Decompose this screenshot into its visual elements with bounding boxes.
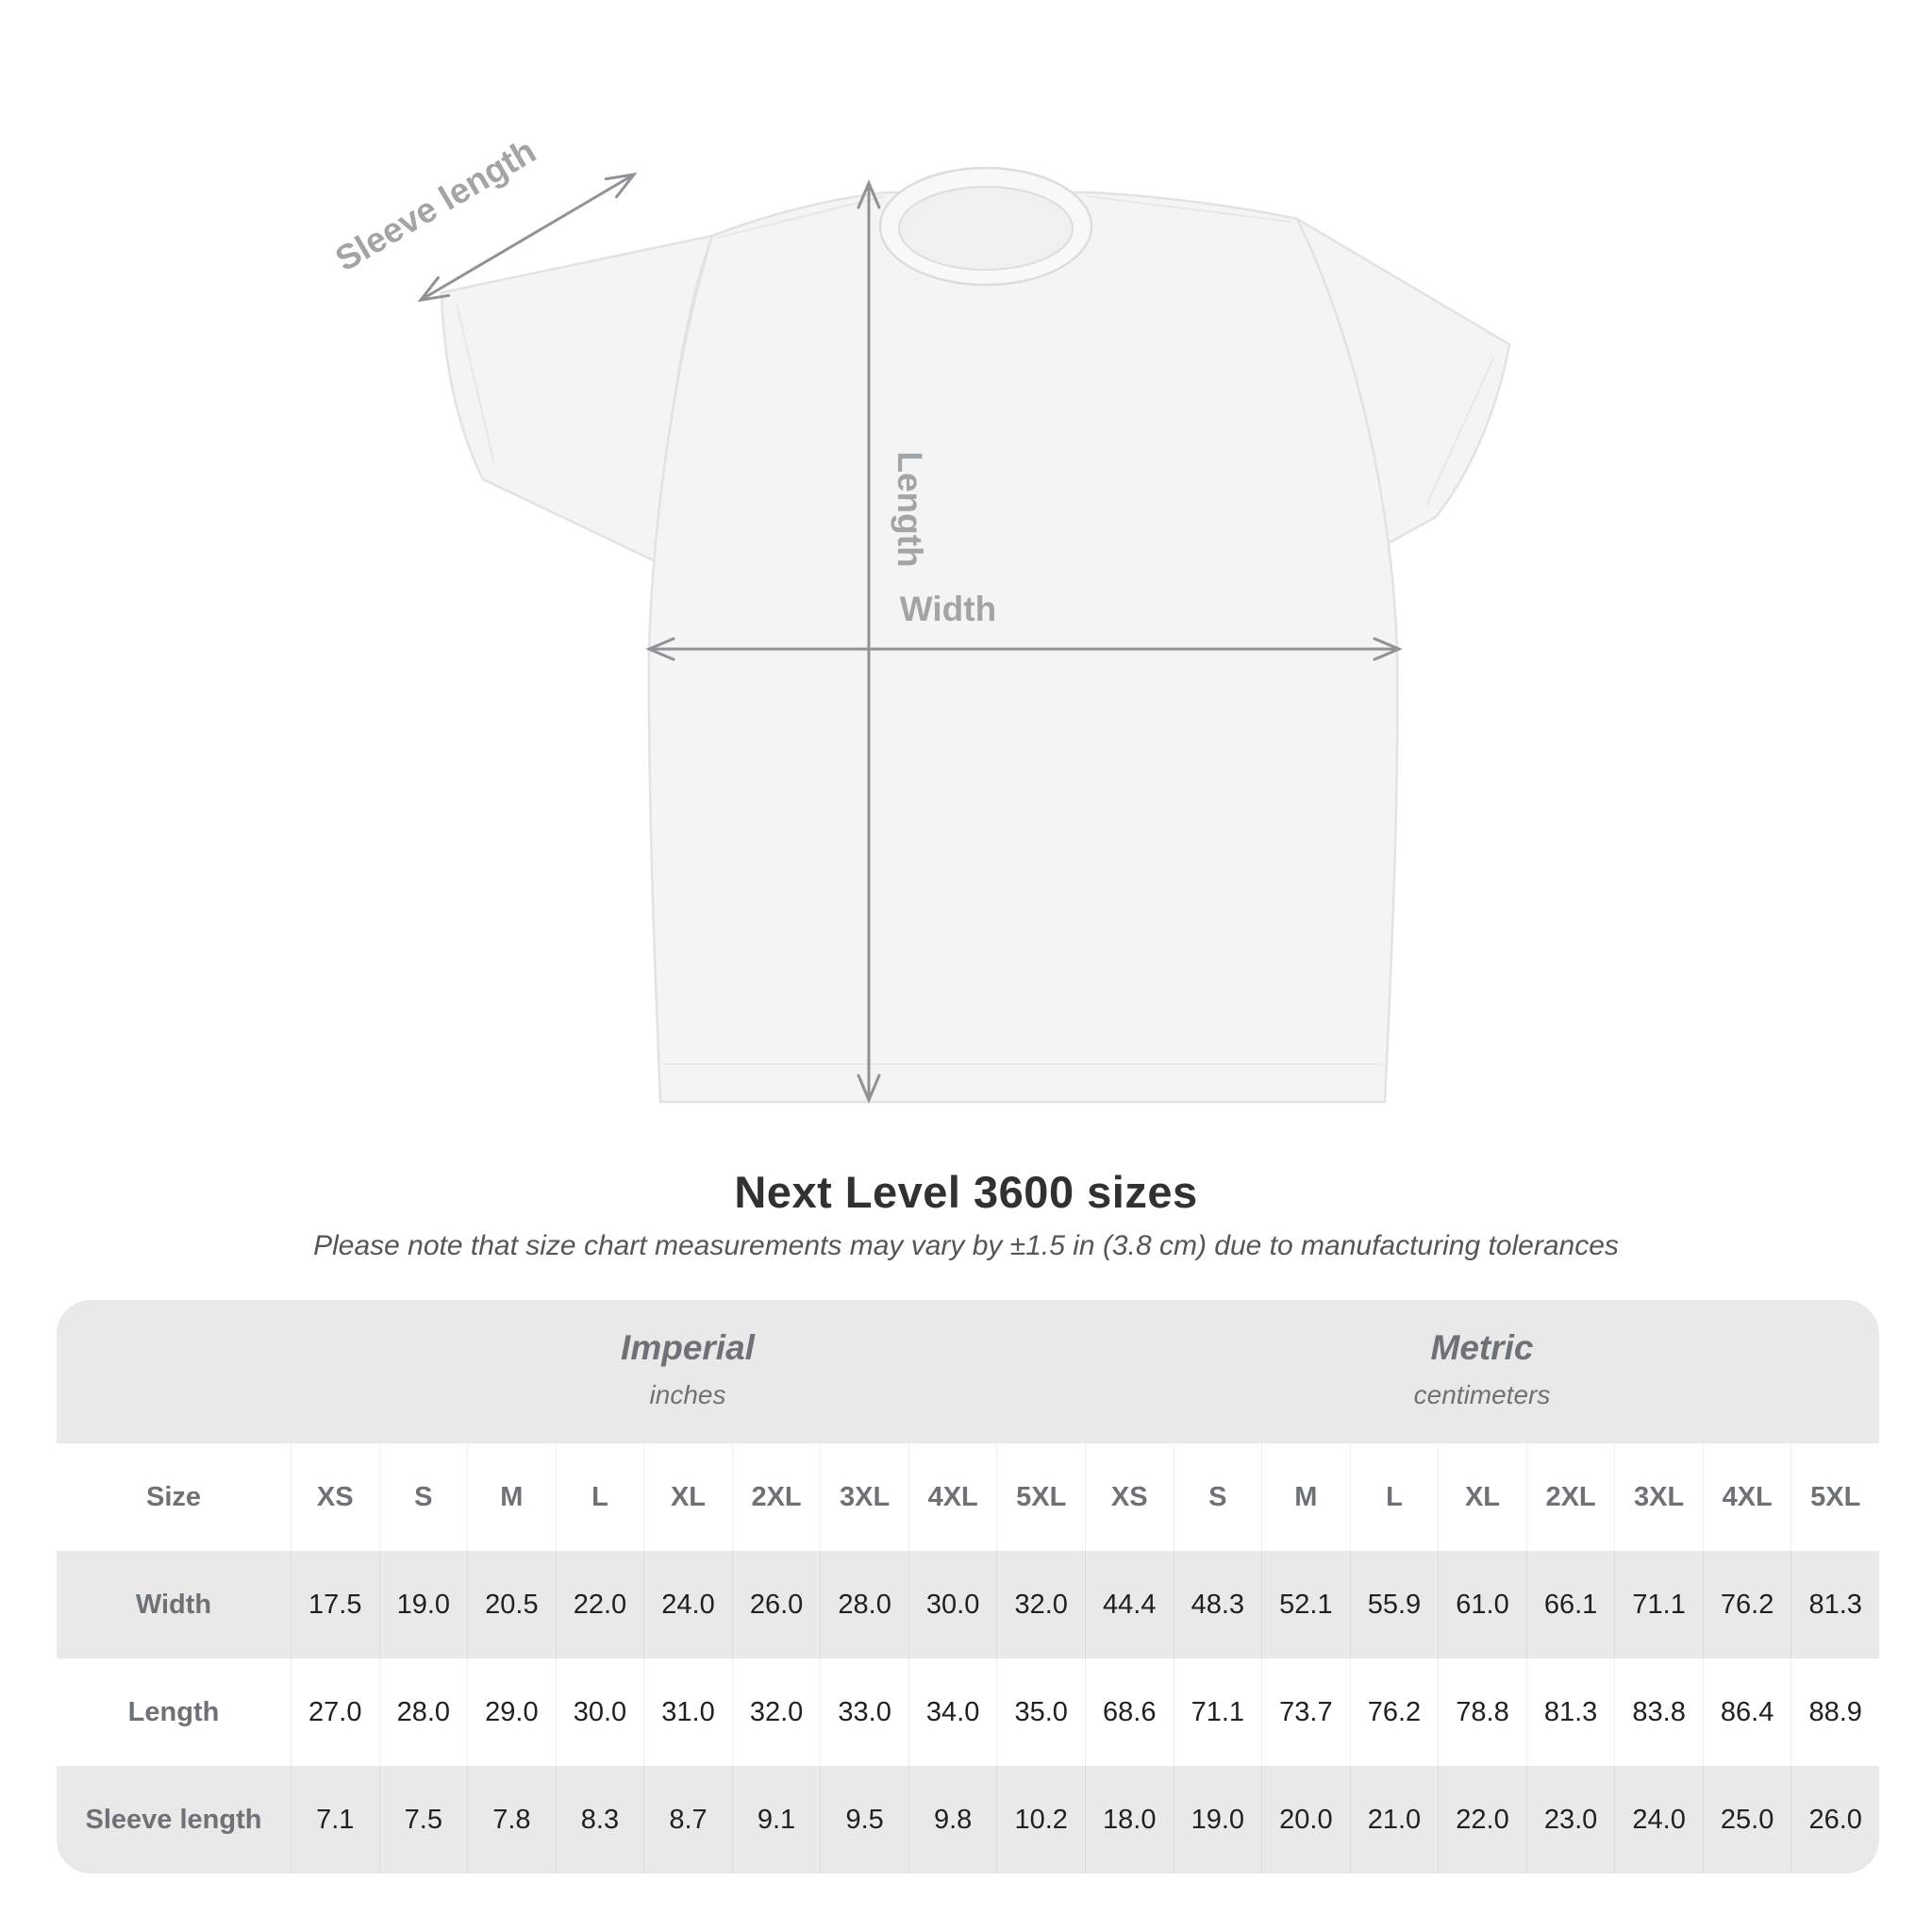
- measurement-cell: 20.5: [467, 1551, 556, 1658]
- measurement-cell: 81.3: [1790, 1551, 1879, 1658]
- sleeve-length-row: [57, 1766, 1879, 1874]
- width-label: Width: [899, 590, 997, 628]
- measurement-cell: 83.8: [1614, 1658, 1703, 1766]
- measurement-cell: 52.1: [1261, 1551, 1350, 1658]
- measurement-cell: 23.0: [1526, 1766, 1615, 1874]
- measurement-cell: 18.0: [1085, 1766, 1174, 1874]
- size-table: [57, 1300, 1879, 1874]
- size-col-header: XL: [1438, 1443, 1526, 1551]
- measurement-cell: 30.0: [908, 1551, 997, 1658]
- measurement-cell: 7.1: [291, 1766, 379, 1874]
- size-col-header: XS: [1085, 1443, 1174, 1551]
- measurement-cell: 22.0: [556, 1551, 644, 1658]
- imperial-section-header: [291, 1300, 1085, 1443]
- size-col-header: 4XL: [1703, 1443, 1791, 1551]
- measurement-cell: 10.2: [996, 1766, 1085, 1874]
- measurement-cell: 29.0: [467, 1658, 556, 1766]
- measurement-cell: 71.1: [1614, 1551, 1703, 1658]
- measurement-cell: 25.0: [1703, 1766, 1791, 1874]
- measurement-cell: 66.1: [1526, 1551, 1615, 1658]
- metric-section-header: [1085, 1300, 1879, 1443]
- row-label: Width: [135, 1589, 212, 1620]
- measurement-cell: 31.0: [643, 1658, 732, 1766]
- unit-band-spacer: [57, 1300, 291, 1443]
- measurement-cell: 35.0: [996, 1658, 1085, 1766]
- size-col-header: L: [556, 1443, 644, 1551]
- imperial-unit: inches: [649, 1380, 726, 1409]
- measurement-cell: 24.0: [1614, 1766, 1703, 1874]
- size-col-header: 2XL: [732, 1443, 821, 1551]
- measurement-cell: 48.3: [1174, 1551, 1262, 1658]
- size-col-header: 5XL: [996, 1443, 1085, 1551]
- size-col-header: M: [467, 1443, 556, 1551]
- tshirt-collar: [880, 168, 1091, 285]
- measurement-cell: 81.3: [1526, 1658, 1615, 1766]
- size-col-header: XL: [643, 1443, 732, 1551]
- measurement-cell: 88.9: [1790, 1658, 1879, 1766]
- measurement-cell: 7.5: [379, 1766, 468, 1874]
- size-header-row: [57, 1443, 1879, 1551]
- measurement-cell: 33.0: [820, 1658, 908, 1766]
- measurement-cell: 61.0: [1438, 1551, 1526, 1658]
- size-col-header: 3XL: [820, 1443, 908, 1551]
- measurement-cell: 44.4: [1085, 1551, 1174, 1658]
- page-title: Next Level 3600 sizes: [734, 1167, 1198, 1217]
- size-corner-label: Size: [145, 1481, 202, 1512]
- size-col-header: 5XL: [1790, 1443, 1879, 1551]
- measurement-cell: 76.2: [1350, 1658, 1439, 1766]
- measurement-cell: 9.5: [820, 1766, 908, 1874]
- measurement-cell: 21.0: [1350, 1766, 1439, 1874]
- size-col-header: L: [1350, 1443, 1439, 1551]
- measurement-cell: 30.0: [556, 1658, 644, 1766]
- measurement-cell: 20.0: [1261, 1766, 1350, 1874]
- measurement-cell: 73.7: [1261, 1658, 1350, 1766]
- size-col-header: S: [1174, 1443, 1262, 1551]
- measurement-cell: 32.0: [996, 1551, 1085, 1658]
- measurement-cell: 22.0: [1438, 1766, 1526, 1874]
- unit-header-band: [57, 1300, 1879, 1443]
- measurement-cell: 86.4: [1703, 1658, 1791, 1766]
- size-col-header: M: [1261, 1443, 1350, 1551]
- measurement-cell: 34.0: [908, 1658, 997, 1766]
- measurement-cell: 28.0: [379, 1658, 468, 1766]
- measurement-cell: 8.3: [556, 1766, 644, 1874]
- row-label: Length: [127, 1696, 220, 1727]
- measurement-cell: 19.0: [1174, 1766, 1262, 1874]
- size-col-header: 4XL: [908, 1443, 997, 1551]
- measurement-cell: 68.6: [1085, 1658, 1174, 1766]
- length-label: Length: [891, 451, 929, 568]
- measurement-cell: 78.8: [1438, 1658, 1526, 1766]
- tshirt-body: [649, 192, 1397, 1102]
- row-label: Sleeve length: [85, 1804, 262, 1835]
- measurement-cell: 17.5: [291, 1551, 379, 1658]
- metric-unit: centimeters: [1413, 1380, 1551, 1409]
- metric-title: Metric: [1430, 1328, 1534, 1367]
- size-col-header: S: [379, 1443, 468, 1551]
- width-row: [57, 1551, 1879, 1658]
- measurement-cell: 55.9: [1350, 1551, 1439, 1658]
- size-col-header: 3XL: [1614, 1443, 1703, 1551]
- measurement-cell: 27.0: [291, 1658, 379, 1766]
- page-subtitle: Please note that size chart measurements may vary by ±1.5 in (3.8 cm) due to manufacturing tolerances: [313, 1230, 1619, 1261]
- measurement-cell: 76.2: [1703, 1551, 1791, 1658]
- measurement-cell: 32.0: [732, 1658, 821, 1766]
- measurement-cell: 24.0: [643, 1551, 732, 1658]
- imperial-title: Imperial: [621, 1328, 755, 1367]
- measurement-cell: 28.0: [820, 1551, 908, 1658]
- sleeve-length-label: Sleeve length: [328, 131, 542, 279]
- length-row: [57, 1658, 1879, 1766]
- measurement-cell: 26.0: [732, 1551, 821, 1658]
- measurement-cell: 7.8: [467, 1766, 556, 1874]
- measurement-cell: 26.0: [1790, 1766, 1879, 1874]
- measurement-cell: 19.0: [379, 1551, 468, 1658]
- measurement-cell: 9.1: [732, 1766, 821, 1874]
- size-col-header: 2XL: [1526, 1443, 1615, 1551]
- size-col-header: XS: [291, 1443, 379, 1551]
- measurement-cell: 71.1: [1174, 1658, 1262, 1766]
- measurement-cell: 9.8: [908, 1766, 997, 1874]
- measurement-cell: 8.7: [643, 1766, 732, 1874]
